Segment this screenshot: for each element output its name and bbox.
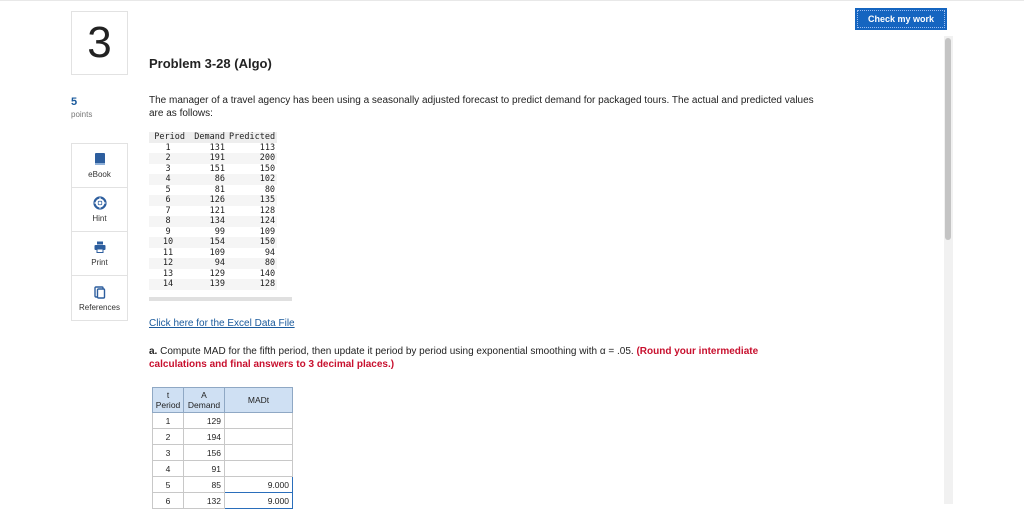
period-cell: 8: [149, 216, 187, 227]
demand-data-table: [149, 132, 277, 290]
table-row: [149, 164, 277, 175]
demand-cell: 191: [187, 153, 227, 164]
hint-button[interactable]: [72, 188, 127, 232]
madt-cell: [225, 461, 293, 477]
table-row: [153, 461, 293, 477]
predicted-cell: 128: [227, 279, 277, 290]
page-scrollbar-thumb[interactable]: [945, 38, 951, 240]
table-row: [149, 195, 277, 206]
question-a: [149, 345, 789, 371]
tools-panel: [71, 143, 128, 321]
demand-cell: 126: [187, 195, 227, 206]
a-demand-header: A Demand: [184, 388, 225, 413]
period-cell: 5: [165, 184, 171, 195]
points-value: 5: [71, 96, 78, 108]
demand-cell: 131: [209, 142, 225, 153]
predicted-cell: 124: [227, 216, 277, 227]
period-cell: 3: [153, 445, 184, 461]
demand-cell: 86: [187, 174, 227, 185]
table-row: [153, 445, 293, 461]
madt-cell: [225, 413, 293, 429]
predicted-cell: 128: [259, 205, 276, 216]
table-row: [149, 227, 277, 238]
period-cell: 10: [149, 237, 187, 248]
period-cell: 6: [149, 195, 187, 206]
table-row: [149, 174, 277, 185]
madt-cell: [225, 445, 293, 461]
table-row: [149, 258, 277, 269]
ebook-label: eBook: [88, 170, 111, 179]
excel-data-link[interactable]: Click here for the Excel Data File: [149, 318, 295, 329]
demand-cell: 129: [184, 413, 225, 429]
table-row: [149, 143, 277, 154]
predicted-cell: 200: [227, 153, 277, 164]
table-row: [153, 493, 293, 509]
table-row: [153, 429, 293, 445]
predicted-cell: 80: [264, 184, 276, 195]
period-cell: 11: [162, 247, 174, 258]
ebook-button[interactable]: [72, 144, 127, 188]
demand-cell: 154: [187, 237, 227, 248]
demand-cell: 91: [184, 461, 225, 477]
period-cell: 13: [162, 268, 174, 279]
table-row: [149, 216, 277, 227]
hint-icon: [93, 196, 107, 210]
mad-answer-table: [152, 387, 293, 509]
table-row: [153, 413, 293, 429]
print-label: Print: [91, 258, 108, 267]
table-row: [149, 206, 277, 217]
demand-cell: 85: [184, 477, 225, 493]
period-cell: 6: [153, 493, 184, 509]
references-icon: [93, 285, 107, 299]
demand-cell: 94: [187, 258, 227, 269]
period-cell: 7: [165, 205, 171, 216]
predicted-cell: 102: [227, 174, 277, 185]
period-cell: 12: [149, 258, 187, 269]
table-row: [149, 153, 277, 164]
demand-cell: 109: [209, 247, 225, 258]
madt-header: MADt: [225, 388, 293, 413]
period-cell: 5: [153, 477, 184, 493]
points-label: points: [71, 110, 93, 119]
period-cell: 14: [149, 279, 187, 290]
check-my-work-button[interactable]: Check my work: [855, 8, 947, 30]
demand-cell: 194: [184, 429, 225, 445]
predicted-cell: 135: [227, 195, 277, 206]
predicted-cell: 150: [227, 237, 277, 248]
print-icon: [93, 240, 107, 254]
demand-cell: 81: [214, 184, 225, 195]
predicted-header: Predicted: [229, 132, 276, 142]
predicted-cell: 80: [227, 258, 277, 269]
demand-cell: 156: [184, 445, 225, 461]
predicted-cell: 109: [259, 226, 276, 237]
table-scrollbar[interactable]: [149, 297, 292, 301]
print-button[interactable]: [72, 232, 127, 276]
demand-cell: 129: [209, 268, 225, 279]
question-number: 3: [71, 11, 128, 75]
period-cell: 3: [165, 163, 171, 174]
demand-cell: 121: [209, 205, 225, 216]
demand-cell: 132: [184, 493, 225, 509]
demand-cell: 134: [187, 216, 227, 227]
question-a-text: Compute MAD for the fifth period, then update it period by period using exponential smoothing with α = .05.: [157, 346, 637, 357]
period-cell: 4: [149, 174, 187, 185]
references-label: References: [79, 302, 120, 312]
period-cell: 1: [165, 142, 171, 153]
period-cell: 2: [153, 429, 184, 445]
predicted-cell: 150: [259, 163, 276, 174]
table-row: [149, 269, 277, 280]
points-indicator: [71, 96, 111, 119]
table-row: [149, 185, 277, 196]
demand-cell: 151: [209, 163, 225, 174]
demand-header: Demand: [187, 132, 227, 143]
problem-intro: The manager of a travel agency has been using a seasonally adjusted forecast to predict demand for packaged tours. The actual and predicted values are as follows:: [149, 95, 814, 119]
table-row: [149, 279, 277, 290]
madt-input[interactable]: 9.000: [225, 477, 293, 493]
top-divider: [0, 0, 1024, 1]
references-button[interactable]: [72, 276, 127, 320]
t-period-header: t Period: [153, 388, 184, 413]
period-cell: 1: [153, 413, 184, 429]
ebook-icon: [93, 152, 107, 166]
table-row: [153, 477, 293, 493]
period-header: Period: [149, 132, 187, 143]
problem-title: Problem 3-28 (Algo): [149, 56, 272, 71]
madt-cell: [225, 429, 293, 445]
rounding-instruction: (Round your intermediate calculations and final answers to 3 decimal places.): [149, 346, 759, 370]
demand-cell: 99: [214, 226, 225, 237]
period-cell: 2: [149, 153, 187, 164]
demand-cell: 139: [187, 279, 227, 290]
predicted-cell: 94: [264, 247, 276, 258]
table-row: [149, 248, 277, 259]
predicted-cell: 113: [259, 142, 276, 153]
hint-label: Hint: [92, 214, 107, 223]
table-row: [149, 237, 277, 248]
predicted-cell: 140: [259, 268, 276, 279]
period-cell: 9: [165, 226, 171, 237]
period-cell: 4: [153, 461, 184, 477]
madt-input[interactable]: 9.000: [225, 493, 293, 509]
question-a-label: a.: [149, 346, 158, 357]
